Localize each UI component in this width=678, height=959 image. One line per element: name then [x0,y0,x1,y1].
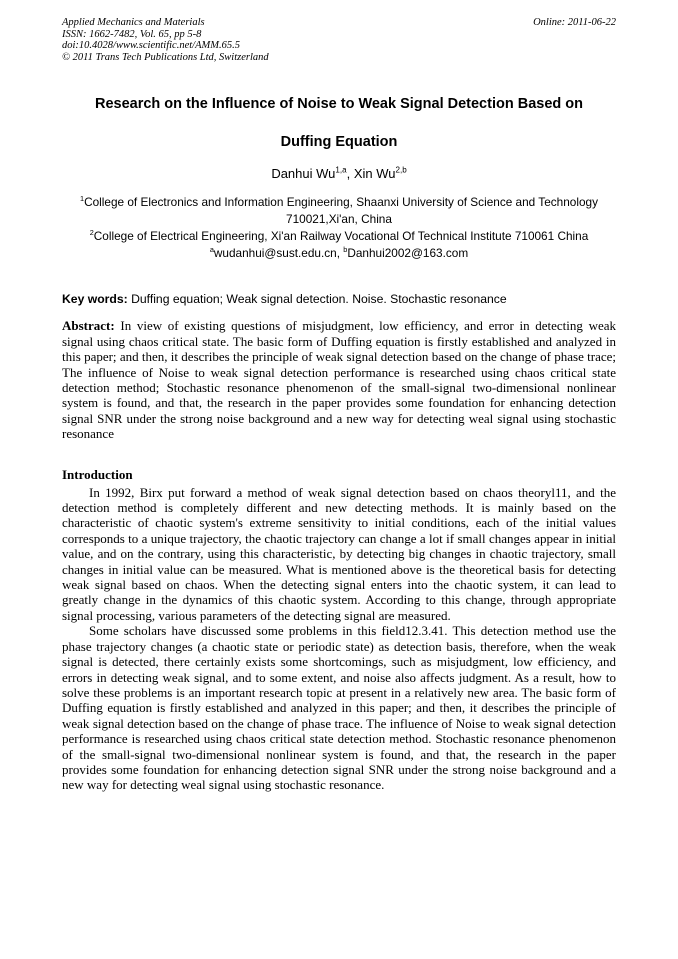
email-a: wudanhui@sust.edu.cn [213,246,337,261]
affiliation-2-superscript: 2 [89,228,94,238]
title-line-2: Duffing Equation [280,134,398,151]
journal-info-block [62,17,269,63]
email-a-superscript: a [209,245,214,255]
journal-copyright-line: © 2011 Trans Tech Publications Ltd, Switzerland [62,51,269,63]
keywords-line [62,292,616,307]
affiliation-1-superscript: 1 [80,194,85,204]
journal-name: Applied Mechanics and Materials [62,17,205,28]
affiliations-block [62,194,616,262]
introduction-paragraph-1: In 1992, Birx put forward a method of weak signal detection based on chaos theoryl11, and the detection method is completely different and new detecting methods. It is mainly based on the characteristic of chaotic system's extreme sensitivity to initial conditions, each of the initial values corresponds to a unique trajectory, the chaotic trajectory can change a lot if small changes appear in initial value, and on the contrary, using this characteristic, by detecting big changes in chaotic trajectory, small changes in initial value can be measured. What is mentioned above is the theoretical basis for detecting weak signal based on chaos. When the detecting signal enters into the chaotic system, it can lead to greatly change in the dynamics of this chaotic system. According to this change, through appropriate signal processing, various parameters of the detecting signal are measured. [62,484,616,623]
email-b: Danhui2002@163.com [347,246,469,261]
email-b-superscript: b [343,245,348,255]
introduction-paragraph-2: Some scholars have discussed some problems in this field12.3.41. This detection method use the phase trajectory changes (a chaotic state or periodic state) as detection basis, therefore, when the weak signal is detected, there certainly exists some shortcomings, such as misjudgment, low efficiency, and errors in detecting weak signal, and to some extent, and noise also affects judgment. As a result, how to solve these problems is an important research topic at present in a relatively new area. The basic form of Duffing equation is firstly established and analyzed in this paper; and then, it describes the principle of weak signal detection based on the change of phase trace. The influence of Noise to weak signal detection performance is researched using chaos critical state detection method. Stochastic resonance phenomenon of the small-signal two-dimensional nonlinear system is found, and that, the research in the paper provides some foundation for enhancing detection signal SNR under the strong noise background and a new way for detecting weal signal using stochastic resonance. [62,623,616,793]
author-1-name: Danhui Wu [271,166,336,182]
author-2-name: Xin Wu [353,166,396,182]
abstract-text: In view of existing questions of misjudgment, low efficiency, and error in detecting weak signal using chaos critical state. The basic form of Duffing equation is firstly established and analyzed in this paper; and then, it describes the principle of weak signal detection based on the change of phase trace; The influence of Noise to weak signal detection performance is researched using chaos critical state detection method; Stochastic resonance phenomenon of the small-signal two-dimensional nonlinear system is found, and that, the research in the paper provides some foundation for enhancing detection signal SNR under the strong noise background and a new way for detecting weal signal using stochastic resonance [62,318,616,442]
affiliation-1 [62,194,616,228]
keywords-label: Key words: [62,292,128,307]
title-line-1: Research on the Influence of Noise to Weak Signal Detection Based on [94,96,583,113]
abstract-paragraph [62,318,616,441]
email-separator: , [336,246,344,261]
author-separator: , [346,166,354,182]
online-date: Online: 2011-06-22 [533,17,616,28]
affiliation-2 [62,228,616,245]
introduction-heading: Introduction [62,466,133,482]
keywords-text: Duffing equation; Weak signal detection. Noise. Stochastic resonance [131,292,507,307]
abstract-label: Abstract: [62,318,115,334]
emails-line [62,245,616,262]
journal-issn-line: ISSN: 1662-7482, Vol. 65, pp 5-8 [62,28,202,40]
authors-line [62,166,616,181]
author-1-superscript: 1,a [335,166,347,176]
journal-header [62,17,616,63]
author-2-superscript: 2,b [395,166,407,176]
affiliation-1-text: College of Electronics and Information Engineering, Shaanxi University of Science and Technology 710021,Xi'an, China [84,195,598,227]
journal-doi-line: doi:10.4028/www.scientific.net/AMM.65.5 [62,40,240,52]
affiliation-2-text: College of Electrical Engineering, Xi'an Railway Vocational Of Technical Institute 710061 China [93,229,589,244]
paper-title [62,95,616,151]
